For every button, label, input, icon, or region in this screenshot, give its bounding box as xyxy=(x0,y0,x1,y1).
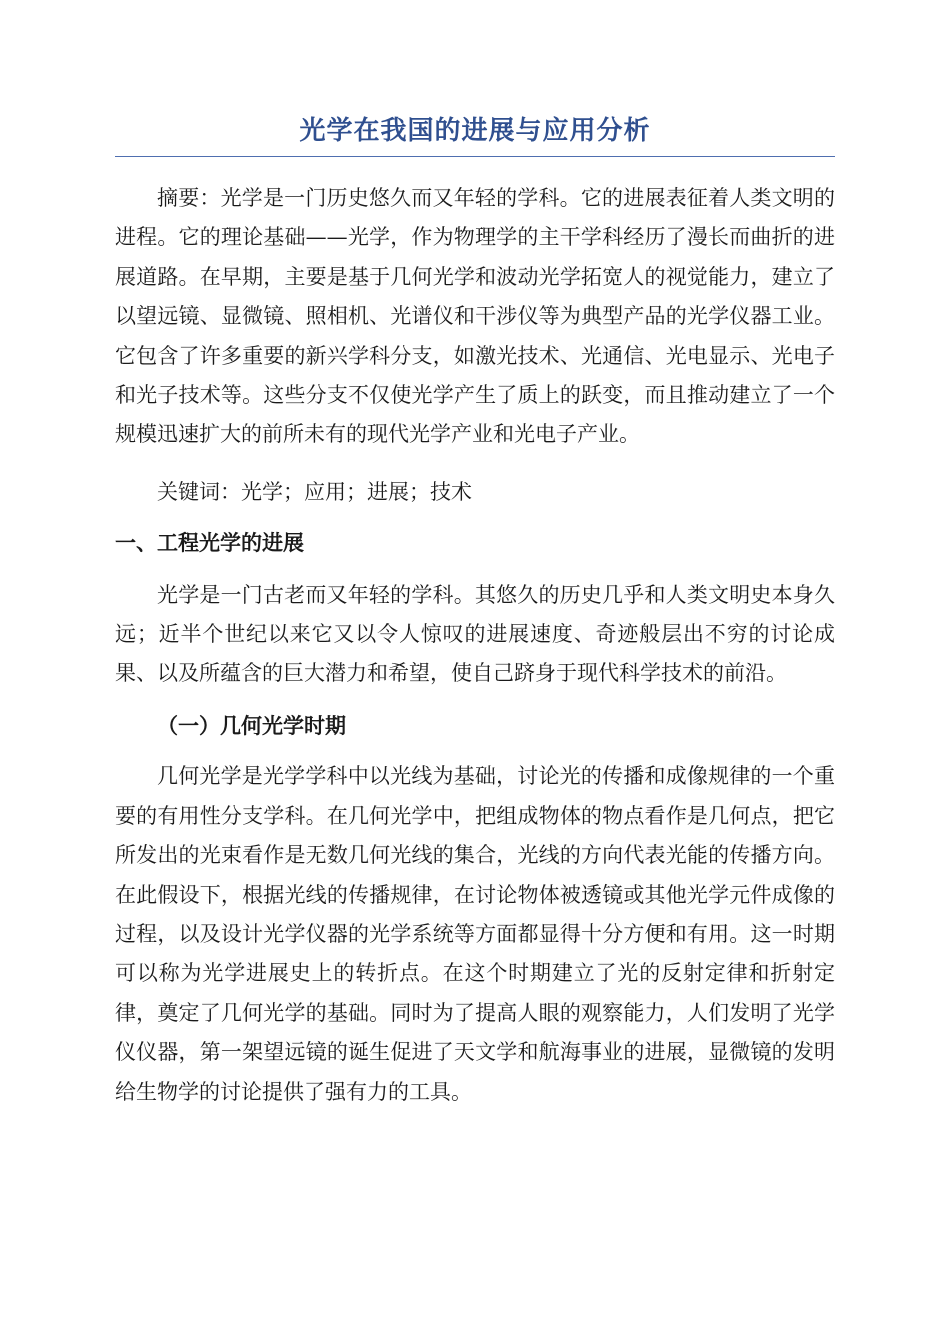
section-paragraph: 光学是一门古老而又年轻的学科。其悠久的历史几乎和人类文明史本身久远；近半个世纪以来它又以令人惊叹的进展速度、奇迹般层出不穷的讨论成果、以及所蕴含的巨大潜力和希望，使自己跻身于现代科学技术的前沿。 xyxy=(115,582,835,686)
keywords-line: 关键词：光学；应用；进展；技术 xyxy=(157,479,472,504)
subsection-heading: （一）几何光学时期 xyxy=(157,712,346,738)
document-page xyxy=(115,108,835,1112)
document-title: 光学在我国的进展与应用分析 xyxy=(115,108,835,157)
abstract-paragraph: 摘要：光学是一门历史悠久而又年轻的学科。它的进展表征着人类文明的进程。它的理论基础——光学，作为物理学的主干学科经历了漫长而曲折的进展道路。在早期，主要是基于几何光学和波动光学拓宽人的视觉能力，建立了以望远镜、显微镜、照相机、光谱仪和干涉仪等为典型产品的光学仪器工业。它包含了许多重要的新兴学科分支，如激光技术、光通信、光电显示、光电子和光子技术等。这些分支不仅使光学产生了质上的跃变，而且推动建立了一个规模迅速扩大的前所未有的现代光学产业和光电子产业。 xyxy=(115,186,835,447)
subsection-paragraph: 几何光学是光学学科中以光线为基础，讨论光的传播和成像规律的一个重要的有用性分支学科。在几何光学中，把组成物体的物点看作是几何点，把它所发出的光束看作是无数几何光线的集合，光线的方向代表光能的传播方向。在此假设下，根据光线的传播规律，在讨论物体被透镜或其他光学元件成像的过程，以及设计光学仪器的光学系统等方面都显得十分方便和有用。这一时期可以称为光学进展史上的转折点。在这个时期建立了光的反射定律和折射定律，奠定了几何光学的基础。同时为了提高人眼的观察能力，人们发明了光学仪仪器，第一架望远镜的诞生促进了天文学和航海事业的进展，显微镜的发明给生物学的讨论提供了强有力的工具。 xyxy=(115,764,835,1104)
section-heading: 一、工程光学的进展 xyxy=(115,531,304,556)
